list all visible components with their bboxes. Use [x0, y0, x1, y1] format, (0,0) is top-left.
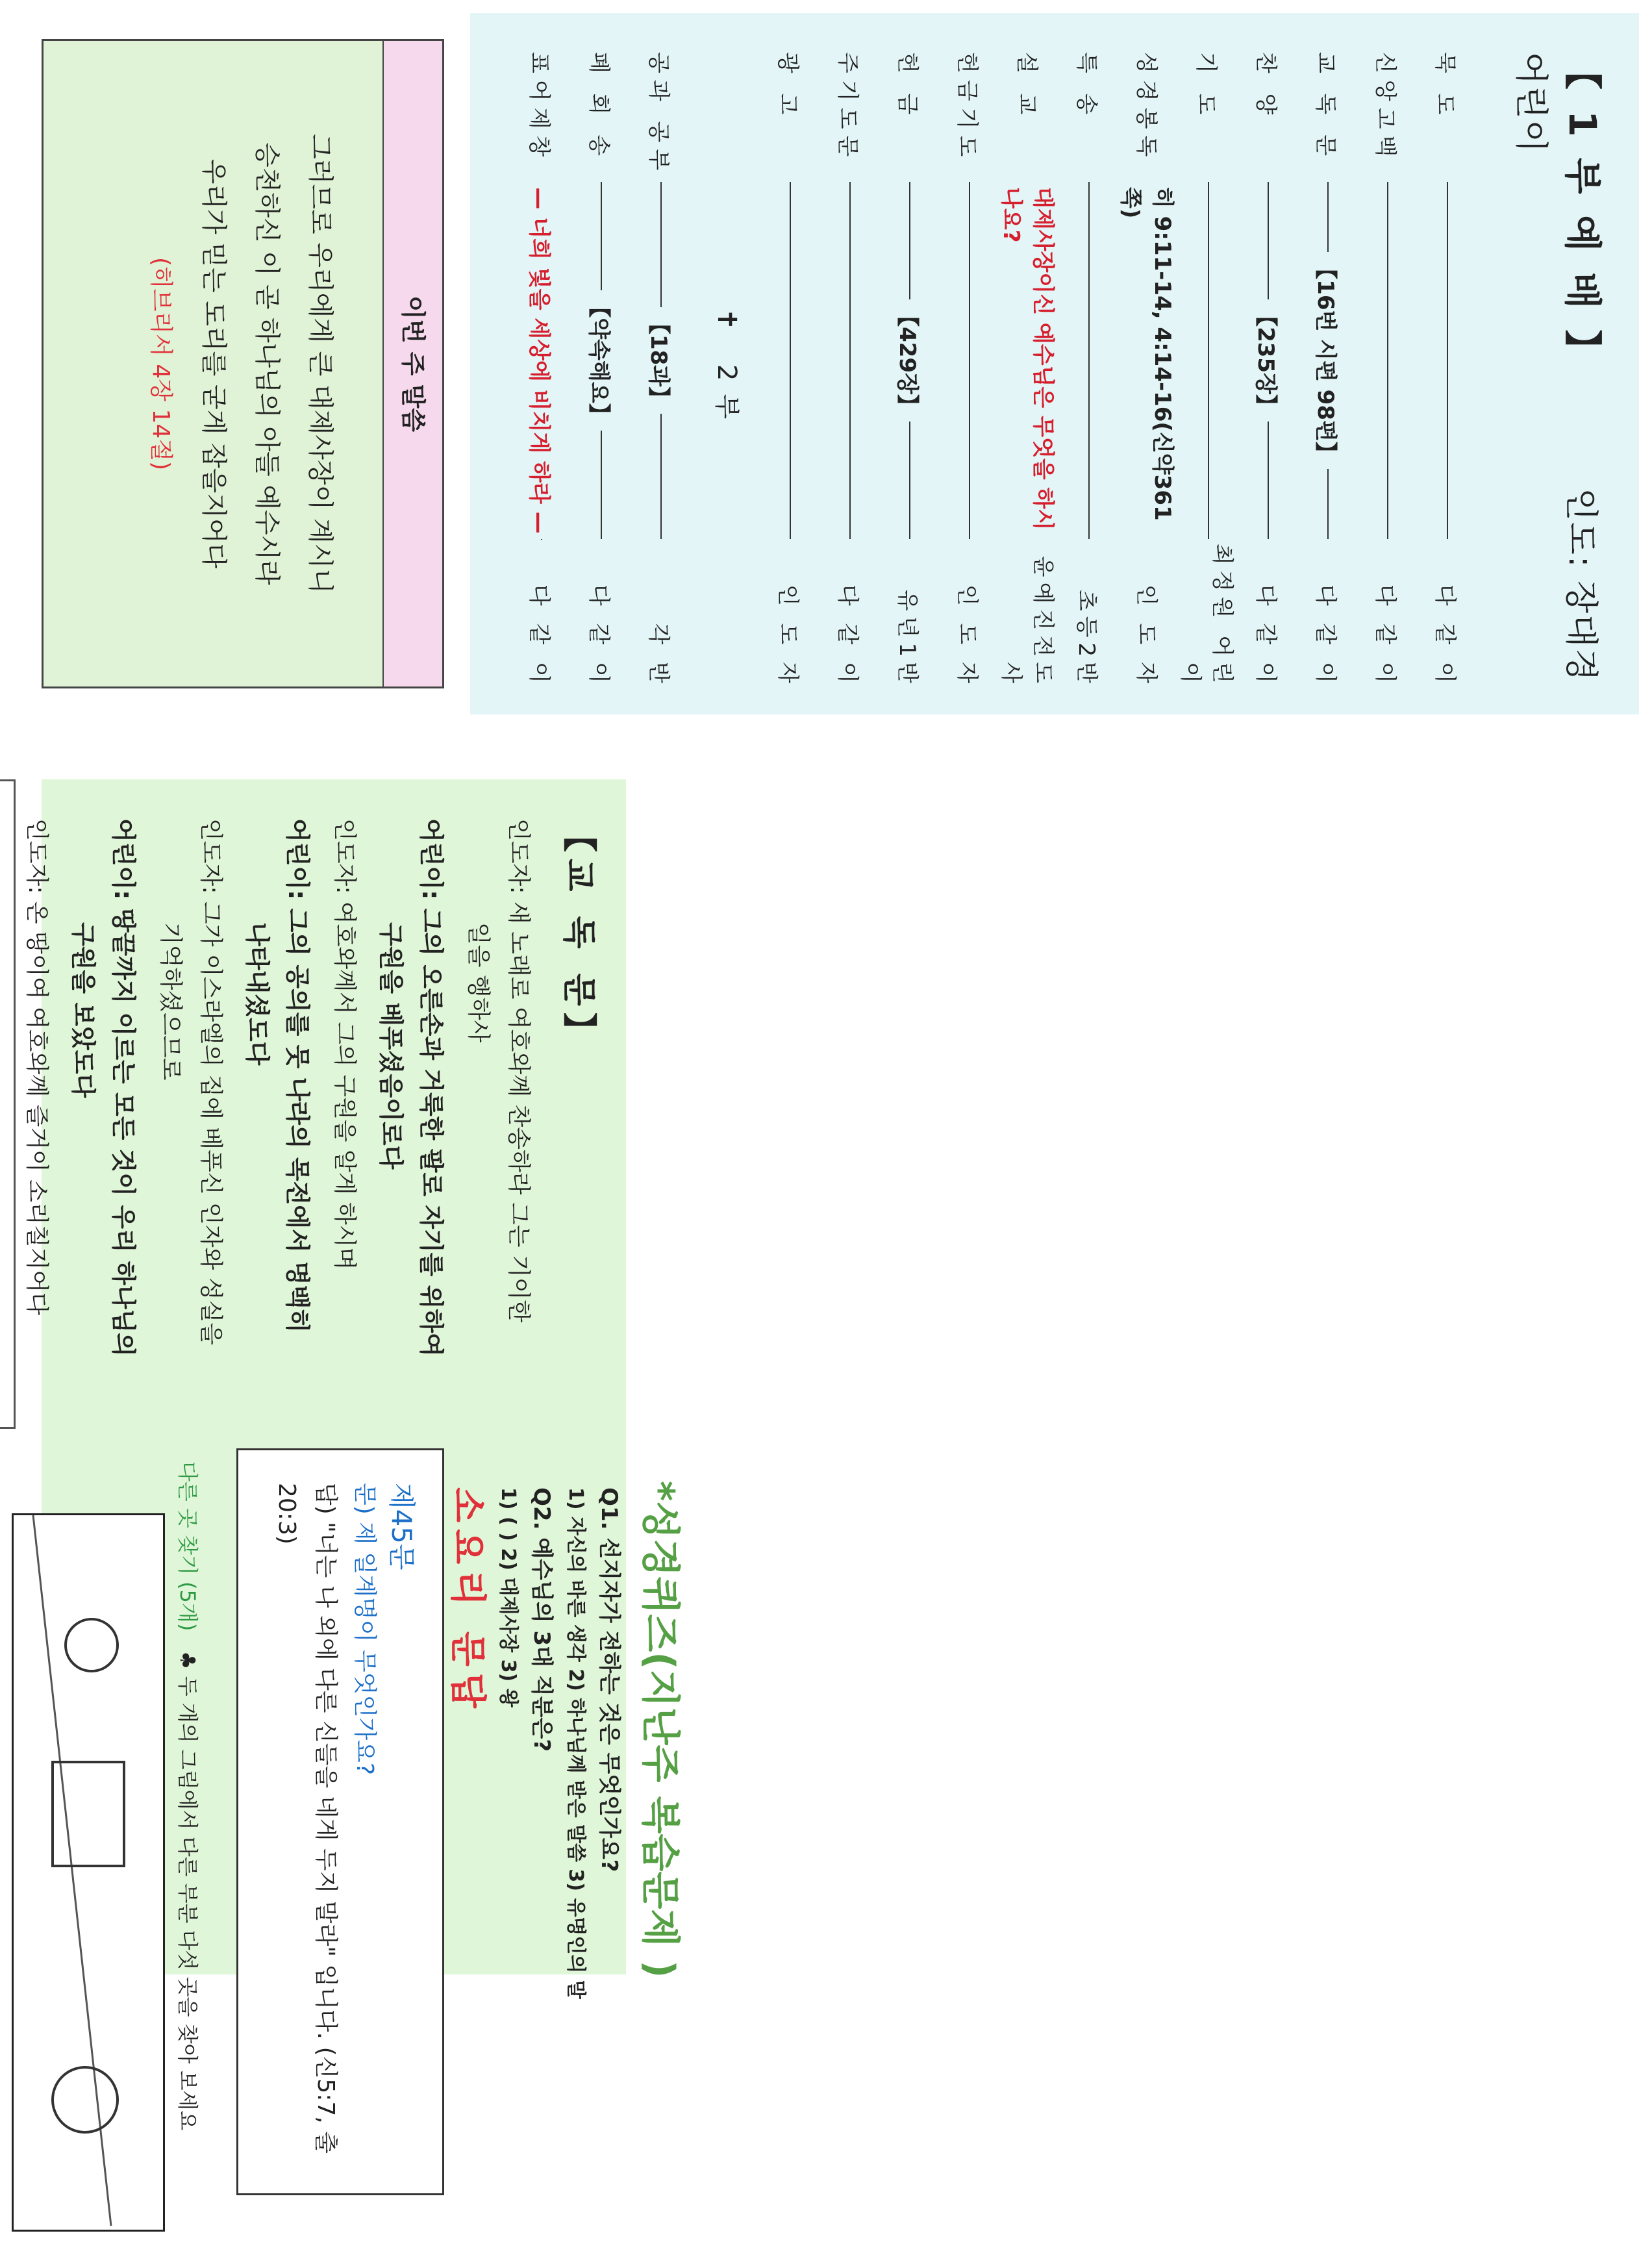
verse-line: 승천하신 이 곧 하나님의 아들 예수시라 [252, 142, 282, 585]
quiz-options-1: 1) 자신의 바른 생각 2) 하나님께 받은 말씀 3) 유명인의 말 [564, 1487, 587, 1999]
spot-difference-heading [165, 1461, 204, 2241]
quiz-question-1: Q1. 선지자가 전하는 것은 무엇인가요? [596, 1487, 622, 1872]
order-label: 광 고 [775, 52, 801, 121]
order-person: 각 반 [645, 623, 672, 688]
order-row [820, 52, 880, 688]
order-label: 주기도문 [834, 52, 861, 164]
order-row [1418, 52, 1477, 688]
order-row [512, 52, 571, 688]
order-detail: 히 9:11-14, 4:14-16(신약361쪽) [1117, 182, 1181, 539]
order-person: 최정원 어린이 [1177, 543, 1235, 688]
weekly-verse-box [42, 39, 444, 688]
order-label: 공과 공부 [645, 52, 672, 177]
order-detail: 대제사장이신 예수님은 무엇을 하시나요? [997, 182, 1061, 539]
order-person: 다 같 이 [1253, 584, 1279, 688]
quiz-question-2: Q2. 예수님의 3대 직분은? [529, 1487, 555, 1752]
quiz-question-block [446, 1487, 626, 2234]
order-label: 묵 도 [1432, 52, 1458, 121]
order-person: 인 도 자 [775, 584, 801, 688]
order-label: 성경봉독 [1133, 52, 1160, 164]
spot-difference-pictures [0, 1513, 165, 2228]
weekly-verse-title: 이번 주 말씀 [382, 41, 442, 687]
reading-text: 그가 이스라엘의 집에 베푸신 인자와 성실을 [197, 901, 224, 1346]
verse-line: 우리가 믿는 도리를 굳게 잡을지어다 [199, 158, 229, 569]
order-row [1059, 52, 1119, 688]
part2-heading: ✝ 2부 [712, 308, 742, 433]
reader-role: 어린이: [109, 818, 138, 900]
reader-role: 인도자: [505, 818, 532, 894]
order-row [1298, 52, 1358, 688]
worship-order-panel [470, 13, 1639, 714]
order-detail: 【18과】 [645, 307, 677, 414]
order-row [1238, 52, 1298, 688]
order-person: 인 도 자 [1133, 584, 1160, 688]
order-detail: — 너희 빛을 세상에 비치게 하라 — [526, 182, 558, 538]
reading-text: 그의 공의를 뭇 나라의 목전에서 명백히 [283, 908, 312, 1333]
responsive-title: 【교 독 문】 [559, 818, 598, 1053]
order-person: 유년1반 [894, 589, 921, 688]
order-person: 다 같 이 [1372, 584, 1399, 688]
spot-label: 다른 곳 찾기 (5개) [175, 1461, 200, 1631]
reading-text: 온 땅이여 여호와께 즐거이 소리칠지어다 [23, 901, 50, 1315]
reading-text: 그의 오른손과 거룩한 팔로 자기를 위하여 [417, 908, 445, 1357]
reading-continuation: 나타내셨도다 [243, 922, 271, 1066]
order-label: 기 도 [1193, 52, 1220, 121]
order-label: 설 교 [1014, 52, 1040, 121]
verse-reference: (히브리서 4장 14절) [147, 257, 174, 471]
catechism-title: 소요리 문답 [446, 1487, 488, 1715]
order-person: 다 같 이 [526, 584, 553, 688]
order-label: 교 독 문 [1312, 52, 1339, 163]
catechism-number: 제45문 [386, 1483, 418, 1570]
order-row [999, 52, 1059, 688]
order-label: 헌 금 [894, 52, 921, 121]
order-person: 다 같 이 [1432, 584, 1458, 688]
order-label: 신앙고백 [1372, 52, 1399, 164]
reading-continuation: 일을 행하사 [465, 922, 492, 1043]
order-detail: 【16번 시편 98편】 [1312, 252, 1344, 469]
catechism-answer: 답) "너는 나 외에 다른 신들을 네게 두지 말라" 입니다. (신5:7, 출20:3) [273, 1483, 339, 2154]
order-row [880, 52, 940, 688]
quiz-options-2: 1) ( ) 2) 대제사장 3) 왕 [497, 1487, 519, 1707]
order-detail: 【429장】 [894, 299, 926, 422]
verse-line: 그러므로 우리에게 큰 대제사장이 계시니 [305, 134, 335, 594]
order-row [940, 52, 999, 688]
catechism-box [236, 1448, 444, 2195]
quiz-title: *성경퀴즈(지난주 복습문제 ) [637, 1481, 682, 1978]
order-row [1119, 52, 1179, 688]
slave-labor-illustration-a [18, 1515, 163, 2226]
order-row [631, 52, 691, 688]
order-row [760, 52, 820, 688]
reading-text: 여호와께서 그의 구원을 알게 하시며 [331, 901, 358, 1270]
reader-role: 어린이: [417, 818, 445, 900]
reading-continuation: 구원을 베푸셨음이로다 [377, 922, 405, 1170]
order-person: 다 같 이 [1312, 584, 1339, 688]
picture-a [12, 1513, 165, 2232]
order-label: 찬 양 [1253, 52, 1279, 121]
reader-role: 인도자: [23, 818, 50, 894]
reader-role: 어린이: [283, 818, 312, 900]
reading-continuation: 기억하셨으므로 [157, 922, 184, 1081]
order-label: 특 송 [1073, 52, 1100, 121]
order-label: 폐 회 송 [586, 52, 612, 163]
thanks-box [0, 779, 16, 1429]
order-detail: 【235장】 [1253, 299, 1284, 422]
reader-role: 인도자: [197, 818, 224, 894]
order-person: 다 같 이 [586, 584, 612, 688]
order-row [571, 52, 631, 688]
order-detail: 【약속해요】 [586, 290, 618, 430]
reading-text: 땅끝까지 이르는 모든 것이 우리 하나님의 [109, 908, 138, 1357]
reading-text: 새 노래로 여호와께 찬송하라 그는 기이한 [505, 901, 532, 1323]
reading-continuation: 구원을 보았도다 [69, 922, 97, 1098]
order-row [1179, 52, 1238, 688]
order-person: 초등2반 [1073, 589, 1100, 688]
spot-instructions: ♣ 두 개의 그림에서 다른 부분 다섯 곳을 찾아 보세요 [175, 1650, 200, 2131]
worship-title: 【 1 부 예 배 】인도: 장대경 어린이 [1511, 52, 1605, 683]
order-person: 윤예진전도사 [998, 555, 1056, 688]
catechism-question: 문) 제 일계명이 무엇인가요? [351, 1483, 378, 1776]
order-label: 표어제창 [526, 52, 553, 164]
order-row [1358, 52, 1418, 688]
order-label: 헌금기도 [954, 52, 981, 164]
order-person: 다 같 이 [834, 584, 861, 688]
reader-role: 인도자: [331, 818, 358, 894]
worship-leader: 인도: 장대경 어린이 [1511, 52, 1600, 683]
order-person: 인 도 자 [954, 584, 981, 688]
